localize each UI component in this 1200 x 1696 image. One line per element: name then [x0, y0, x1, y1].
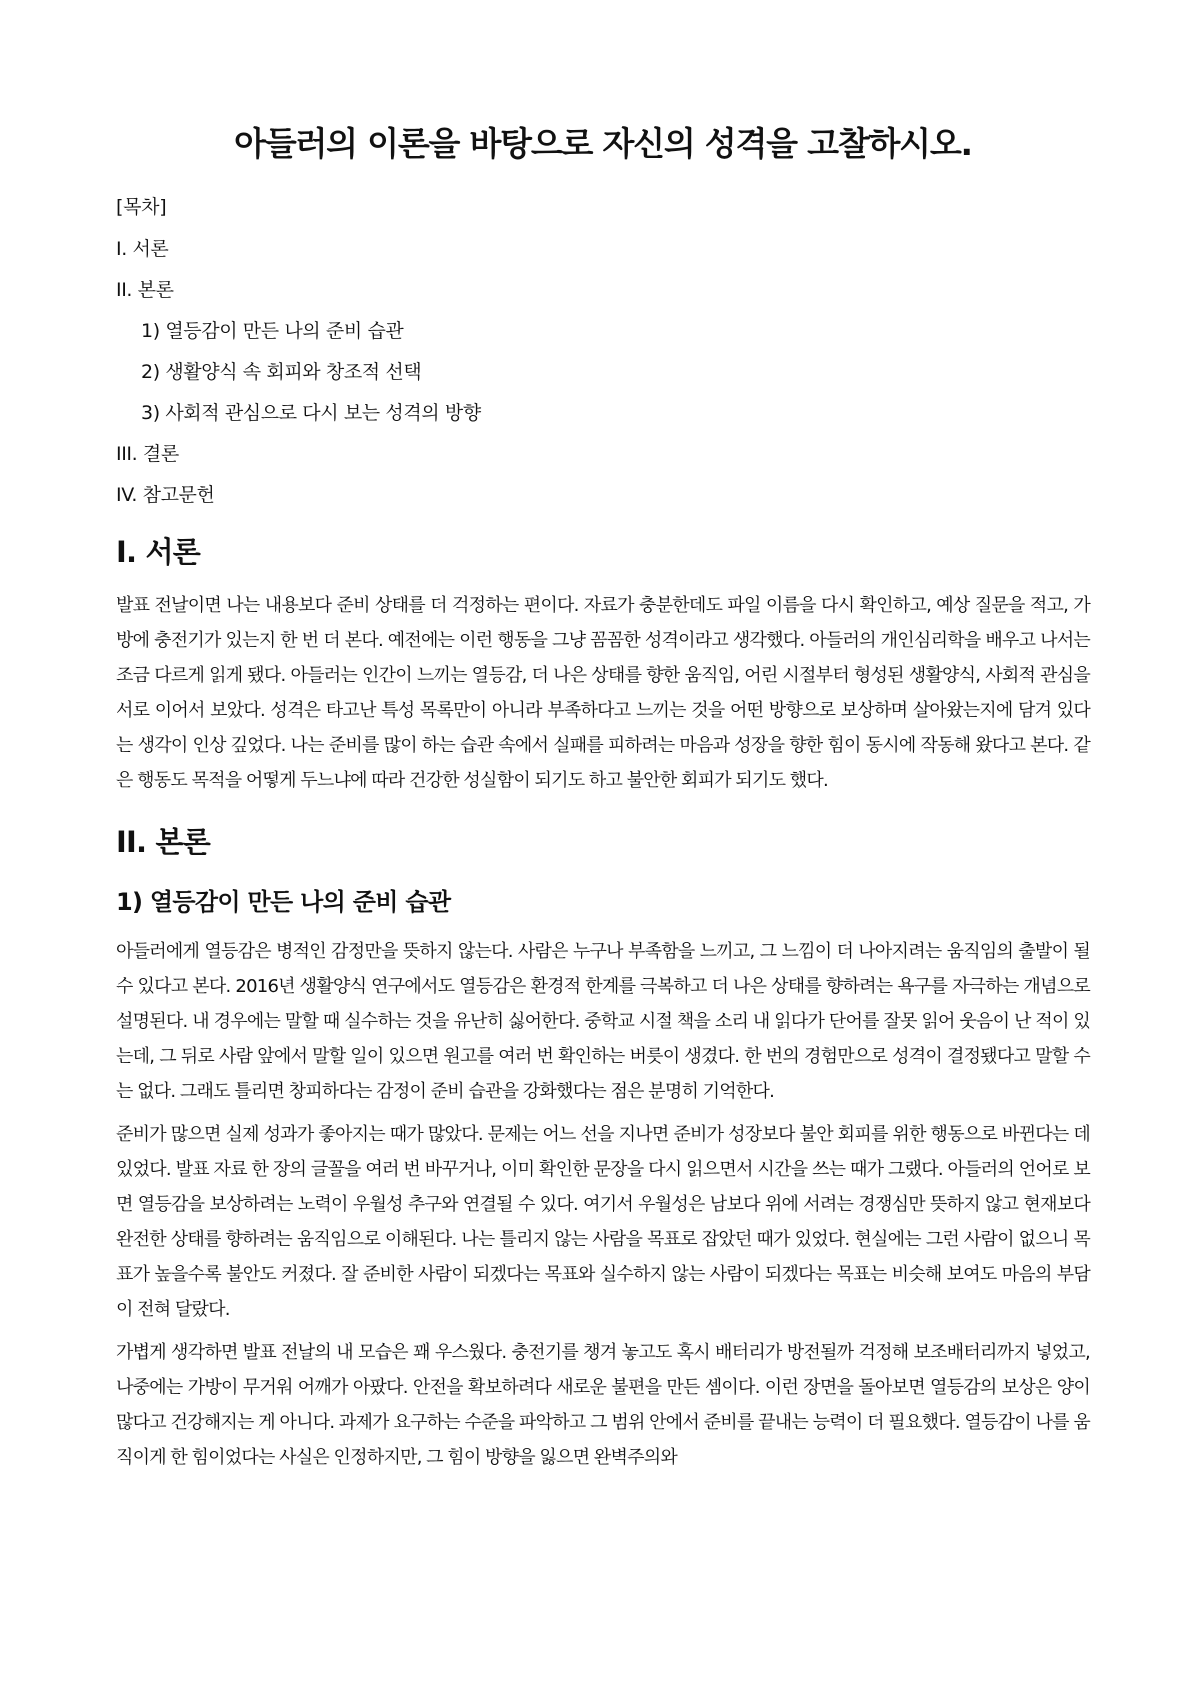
- toc-item-references: IV. 참고문헌: [116, 484, 215, 506]
- toc-item-intro: I. 서론: [116, 238, 169, 260]
- toc-header: [목차]: [116, 196, 167, 218]
- subsection-heading-inferiority: 1) 열등감이 만든 나의 준비 습관: [116, 888, 451, 916]
- toc-list: [116, 236, 1090, 508]
- toc-item-body-sub1: 1) 열등감이 만든 나의 준비 습관: [141, 320, 404, 342]
- toc-item-body: II. 본론: [116, 279, 174, 301]
- paragraph: 가볍게 생각하면 발표 전날의 내 모습은 꽤 우스웠다. 충전기를 챙겨 놓고도 혹시 배터리가 방전될까 걱정해 보조배터리까지 넣었고, 나중에는 가방이 무거워 어깨가 아팠다. 안전을 확보하려다 새로운 불편을 만든 셈이다. 이런 장면을 돌아보면 열등감의 보상은 양이 많다고 건강해지는 게 아니다. 과제가 요구하는 수준을 파악하고 그 범위 안에서 준비를 끝내는 능력이 더 필요했다. 열등감이 나를 움직이게 한 힘이었다는 사실은 인정하지만, 그 힘이 방향을 잃으면 완벽주의와: [116, 1342, 1090, 1468]
- section-heading-body: II. 본론: [116, 825, 210, 859]
- toc-item-conclusion: III. 결론: [116, 443, 179, 465]
- paragraph: 준비가 많으면 실제 성과가 좋아지는 때가 많았다. 문제는 어느 선을 지나면 준비가 성장보다 불안 회피를 위한 행동으로 바뀐다는 데 있었다. 발표 자료 한 장의 글꼴을 여러 번 바꾸거나, 이미 확인한 문장을 다시 읽으면서 시간을 쓰는 때가 그랬다. 아들러의 언어로 보면 열등감을 보상하려는 노력이 우월성 추구와 연결될 수 있다. 여기서 우월성은 남보다 위에 서려는 경쟁심만 뜻하지 않고 현재보다 완전한 상태를 향하려는 움직임으로 이해된다. 나는 틀리지 않는 사람을 목표로 잡았던 때가 있었다. 현실에는 그런 사람이 없으니 목표가 높을수록 불안도 커졌다. 잘 준비한 사람이 되겠다는 목표와 실수하지 않는 사람이 되겠다는 목표는 비슷해 보여도 마음의 부담이 전혀 달랐다.: [116, 1124, 1090, 1320]
- paragraph: 아들러에게 열등감은 병적인 감정만을 뜻하지 않는다. 사람은 누구나 부족함을 느끼고, 그 느낌이 더 나아지려는 움직임의 출발이 될 수 있다고 본다. 2016년 생활양식 연구에서도 열등감은 환경적 한계를 극복하고 더 나은 상태를 향하려는 욕구를 자극하는 개념으로 설명된다. 내 경우에는 말할 때 실수하는 것을 유난히 싫어한다. 중학교 시절 책을 소리 내 읽다가 단어를 잘못 읽어 웃음이 난 적이 있는데, 그 뒤로 사람 앞에서 말할 일이 있으면 원고를 여러 번 확인하는 버릇이 생겼다. 한 번의 경험만으로 성격이 결정됐다고 말할 수는 없다. 그래도 틀리면 창피하다는 감정이 준비 습관을 강화했다는 점은 분명히 기억한다.: [116, 941, 1090, 1102]
- table-of-contents: [116, 194, 1090, 508]
- section-heading-intro: I. 서론: [116, 535, 200, 569]
- paragraph: 발표 전날이면 나는 내용보다 준비 상태를 더 걱정하는 편이다. 자료가 충분한데도 파일 이름을 다시 확인하고, 예상 질문을 적고, 가방에 충전기가 있는지 한 번 더 본다. 예전에는 이런 행동을 그냥 꼼꼼한 성격이라고 생각했다. 아들러의 개인심리학을 배우고 나서는 조금 다르게 읽게 됐다. 아들러는 인간이 느끼는 열등감, 더 나은 상태를 향한 움직임, 어린 시절부터 형성된 생활양식, 사회적 관심을 서로 이어서 보았다. 성격은 타고난 특성 목록만이 아니라 부족하다고 느끼는 것을 어떤 방향으로 보상하며 살아왔는지에 담겨 있다는 생각이 인상 깊었다. 나는 준비를 많이 하는 습관 속에서 실패를 피하려는 마음과 성장을 향한 힘이 동시에 작동해 왔다고 본다. 같은 행동도 목적을 어떻게 두느냐에 따라 건강한 성실함이 되기도 하고 불안한 회피가 되기도 했다.: [116, 595, 1090, 791]
- subsection-inferiority: [116, 884, 1090, 1475]
- document-title: 아들러의 이론을 바탕으로 자신의 성격을 고찰하시오.: [234, 124, 972, 163]
- toc-item-body-sub3: 3) 사회적 관심으로 다시 보는 성격의 방향: [141, 402, 481, 424]
- section-intro: [116, 532, 1090, 798]
- toc-item-body-sub2: 2) 생활양식 속 회피와 창조적 선택: [141, 361, 422, 383]
- section-body: [116, 822, 1090, 1475]
